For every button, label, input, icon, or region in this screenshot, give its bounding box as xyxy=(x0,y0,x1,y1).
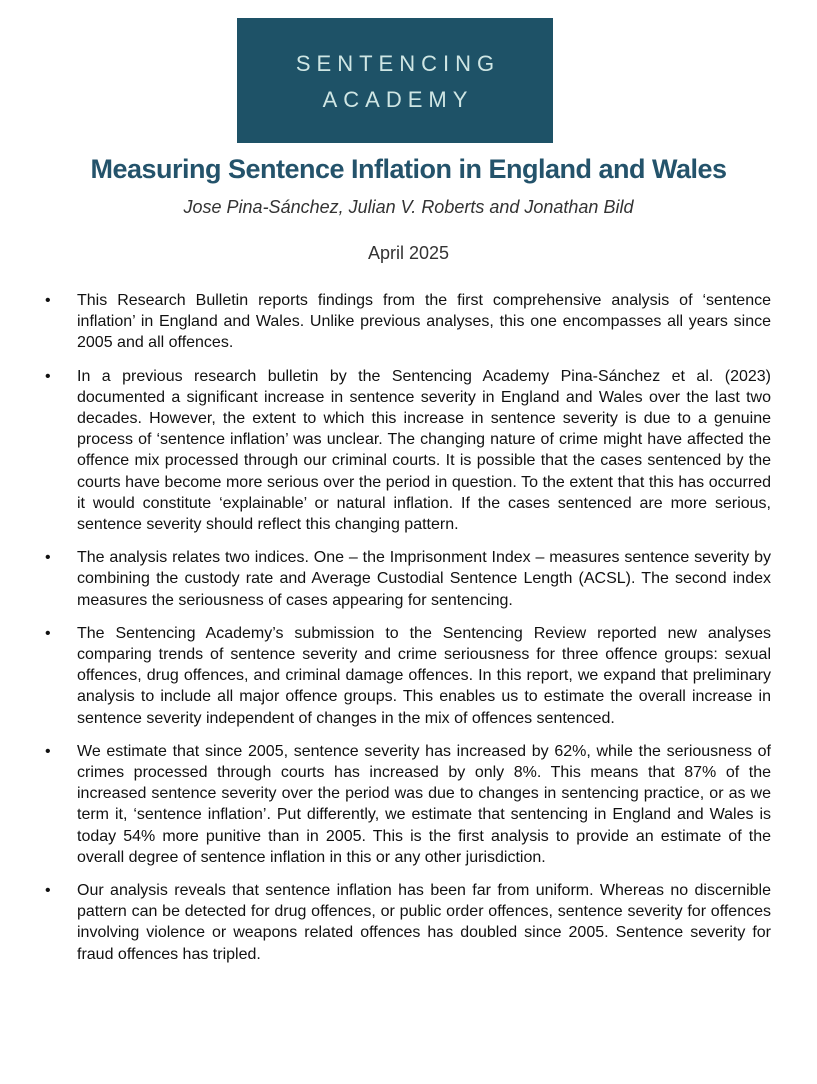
bullet-text: In a previous research bulletin by the Sentencing Academy Pina-Sánchez et al. (2023) documented a significant increase in sentence severity in England and Wales over the last two decades. However, the extent to which this increase in sentence severity is due to a genuine process of ‘sentence inflation’ was unclear. The changing nature of crime might have affected the offence mix processed through our criminal courts. It is possible that the cases sentenced by the courts have become more serious over the period in question. To the extent that this has occurred it would constitute ‘explainable’ or natural inflation. If the cases sentenced are more serious, sentence severity should reflect this changing pattern. xyxy=(77,367,771,534)
document-date: April 2025 xyxy=(367,243,450,263)
document-authors: Jose Pina-Sánchez, Julian V. Roberts and Jonathan Bild xyxy=(183,197,634,217)
summary-bullet xyxy=(45,547,771,611)
bullet-text: The Sentencing Academy’s submission to the Sentencing Review reported new analyses comparing trends of sentence severity and crime seriousness for three offence groups: sexual offences, drug offences, and criminal damage offences. In this report, we expand that preliminary analysis to include all major offence groups. This enables us to estimate the overall increase in sentence severity independent of changes in the mix of offences sentenced. xyxy=(77,624,771,727)
summary-bullet-list xyxy=(0,290,817,977)
summary-bullet xyxy=(45,290,771,354)
bullet-marker: • xyxy=(45,292,51,309)
sentencing-academy-logo xyxy=(237,18,553,143)
bullet-text: Our analysis reveals that sentence inflation has been far from uniform. Whereas no discernible pattern can be detected for drug offences, or public order offences, sentence severity for offences involving violence or weapons related offences has doubled since 2005. Sentence severity for fraud offences has tripled. xyxy=(77,882,771,963)
bullet-marker: • xyxy=(45,367,51,385)
summary-bullet xyxy=(45,623,771,729)
bullet-marker: • xyxy=(45,624,51,642)
document-title: Measuring Sentence Inflation in England and Wales xyxy=(90,154,727,184)
bullet-marker: • xyxy=(45,742,51,760)
bullet-text: The analysis relates two indices. One – the Imprisonment Index – measures sentence severity by combining the custody rate and Average Custodial Sentence Length (ACSL). The second index measures the seriousness of cases appearing for sentencing. xyxy=(77,549,771,609)
bullet-text: This Research Bulletin reports findings from the first comprehensive analysis of ‘sentence inflation’ in England and Wales. Unlike previous analyses, this one encompasses all years since 2005 and all offences. xyxy=(77,292,771,352)
summary-bullet xyxy=(45,366,771,536)
summary-bullet xyxy=(45,741,771,868)
bullet-marker: • xyxy=(45,549,51,567)
summary-bullet xyxy=(45,880,771,965)
logo-line-2: ACADEMY xyxy=(322,87,474,112)
logo-line-1: SENTENCING xyxy=(295,51,501,76)
bullet-marker: • xyxy=(45,882,51,900)
bullet-text: We estimate that since 2005, sentence severity has increased by 62%, while the seriousness of crimes processed through courts has increased by only 8%. This means that 87% of the increased sentence severity over the period was due to changes in sentencing practice, or as we term it, ‘sentence inflation’. Put differently, we estimate that sentencing in England and Wales is today 54% more punitive than in 2005. This is the first analysis to provide an estimate of the overall degree of sentence inflation in this or any other jurisdiction. xyxy=(77,742,771,866)
